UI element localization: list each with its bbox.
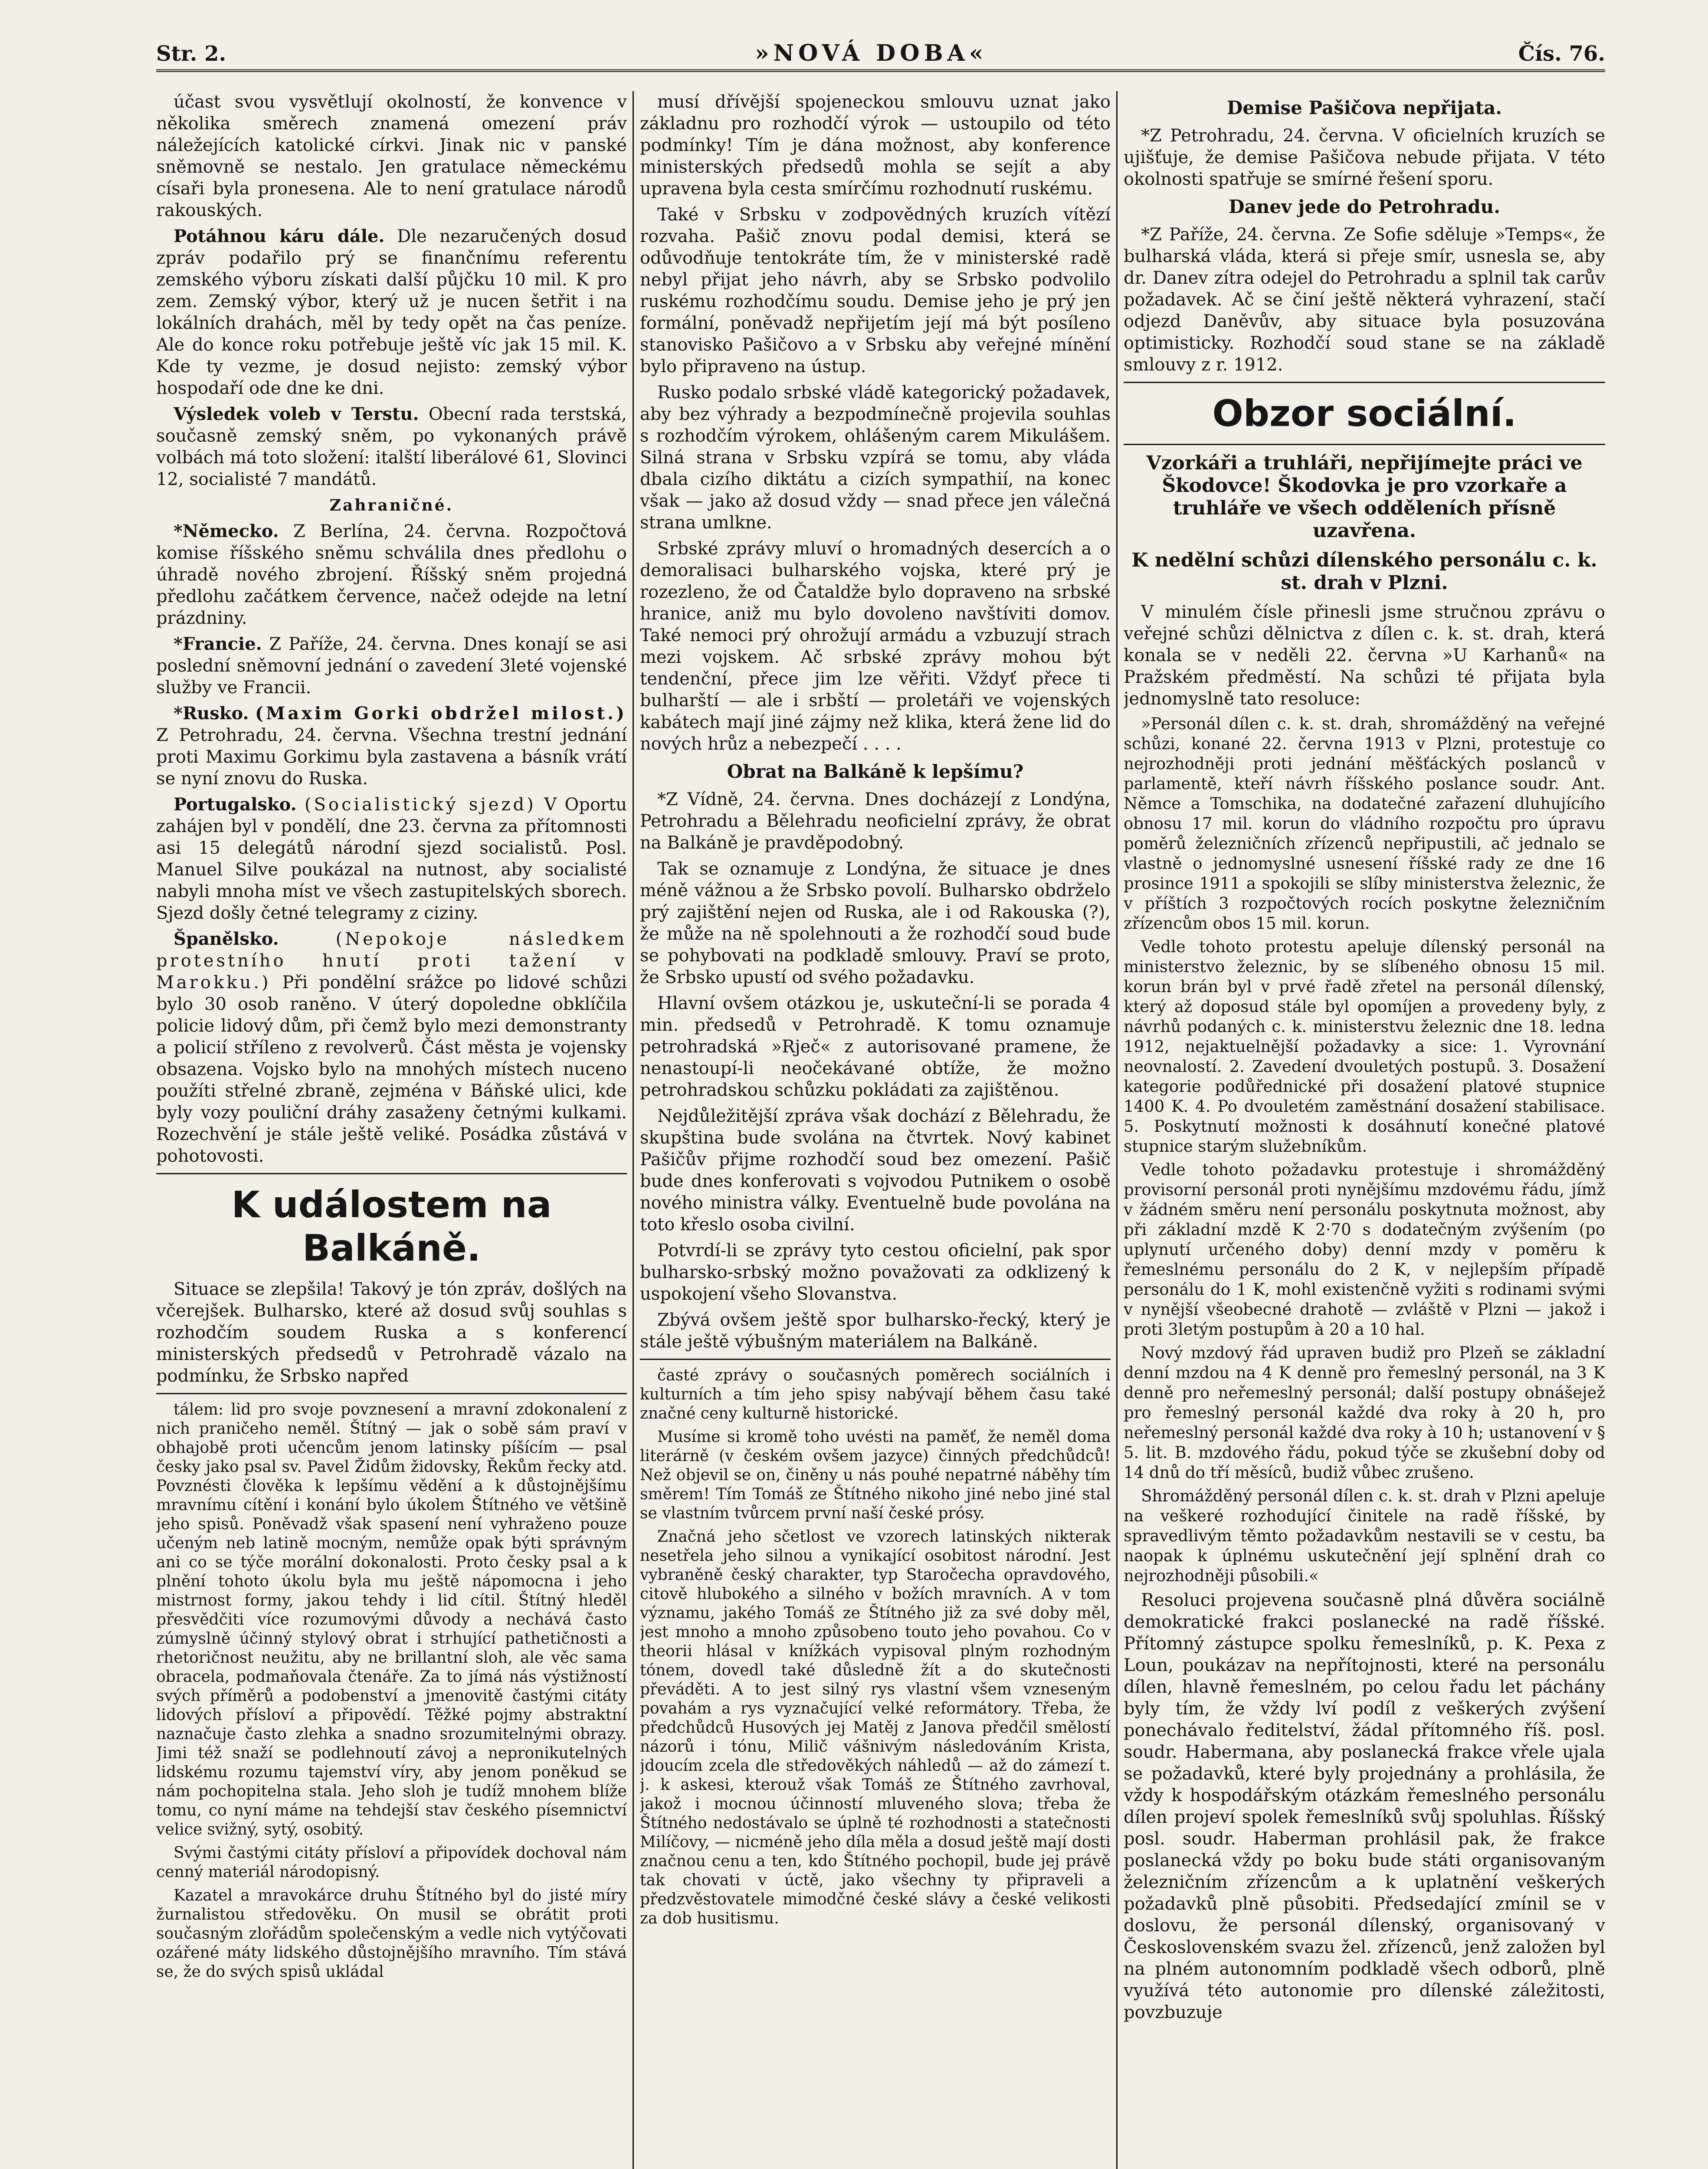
article-paragraph: Hlavní ovšem otázkou je, uskuteční-li se porada 4 min. předsedů v Petrohradě. K tomu oznamuje petrohradská »Rječ« z autorisované pramene, že nenastoupí-li neočekávané obtíže, že možno petrohradskou schůzku pokládati za zajištěnou. [640, 993, 1111, 1100]
page-header [156, 34, 1605, 69]
resolution-quote [1124, 714, 1605, 1586]
article-paragraph: Situace se zlepšila! Takový je tón zpráv, došlých na včerejšek. Bulharsko, které až dosud svůj souhlas s rozhodčím soudem Ruska a s konferencí ministerských předsedů v Petrohradě vázalo na podmínku, že Srbsko napřed [156, 1279, 627, 1386]
feuilleton-paragraph: časté zprávy o současných poměrech sociálních i kulturních a tím jeho spisy nabývají během času také značné ceny kulturně historické. [640, 1366, 1111, 1422]
article-paragraph: *Z Paříže, 24. června. Ze Sofie sděluje »Temps«, že bulharská vláda, která si přeje smír, usnesla se, aby dr. Danev zítra odejel do Petrohradu a splnil tak carův požadavek. Ač se činí ještě některá vyhrazení, stačí odjezd Daněvův, aby situace byla posuzována optimisticky. Rozhodčí soud stane se na základě smlouvy z r. 1912. [1124, 225, 1605, 375]
article-paragraph: Zbývá ovšem ještě spor bulharsko-řecký, který je stále ještě výbušným materiálem na Balkáně. [640, 1310, 1111, 1352]
article-paragraph: *Rusko. (Maxim Gorki obdržel milost.) Z Petrohradu, 24. června. Všechna trestní jednání proti Maximu Gorkimu byla zastavena a básník vrátí se nyní znovu do Ruska. [156, 703, 627, 789]
section-rule [1124, 444, 1605, 445]
feuilleton-rule [640, 1359, 1111, 1360]
section-heading-foreign: Zahraničné. [329, 496, 454, 514]
page-number: Str. 2. [156, 42, 226, 66]
feuilleton [640, 1366, 1111, 1928]
feuilleton-paragraph: Kazatel a mravokárce druhu Štítného byl do jisté míry žurnalistou středověku. On musil se obrátit proti současným zlořádům společenským a vedle nich vytýčovati ozářené máty lidského důstojnějšího mravního. Tím stává se, že do svých spisů ukládal [156, 1887, 627, 1981]
column-divider [1116, 91, 1118, 2169]
headline-danev: Danev jede do Petrohradu. [1229, 196, 1500, 217]
quote-paragraph: Shromážděný personál dílen c. k. st. drah v Plzni apeluje na veškeré rozhodující činitele na radě říšské, by spravedlivým těmto požadavkům nestavili se v cestu, ba naopak k úplnému uskutečnění její splnění drah co nejrozhodněji působili.« [1124, 1487, 1605, 1585]
article-paragraph: účast svou vysvětlují okolností, že konvence v několika směrech znamená omezení práv náležejících katolické církvi. Jinak nic v panské sněmovně se nestalo. Jen gratulace německému císaři byla pronesena. Ale to není gratulace národů rakouských. [156, 92, 627, 220]
feuilleton-paragraph: tálem: lid pro svoje povznesení a mravní zdokonalení z nich praničeho neměl. Štítný — jak o sobě sám praví v obhajobě proti učencům jenom latinsky píšícím — psal česky jako psal sv. Pavel Židům židovsky, Řekům řecky atd. Povznésti člověka k lepšímu vědění a k důstojnějšímu mravnímu cítění i konání bylo úkolem Štítného ve většině jeho spisů. Poněvadž však spasení není vyhraženo pouze učeným neb latině mocným, nemůže opak býti správným ani co se týče morální dokonalosti. Proto česky psal a k plnění tohoto úkolu byla mu ještě nápomocna i jeho mistrnost formy, jakou tehdy i lid cítil. Štítný hleděl přesvědčiti více rozumovými důvody a nechává často zúmyslně účinný stylový obrat i strhující pathetičnosti a rhetoričnost neužitu, aby ne brillantní sloh, ale věc sama obracela, podmaňovala čtenáře. Za to jímá nás výstižností svých příměrů a podobenství a jmenovitě častými citáty lidových přísloví a připovědí. Těžké pojmy abstraktní naznačuje často zlehka a snadno srozumitelnými obrazy. Jimi též snaží se podlehnoutí závoj a nepronikutelných lidskému rozumu tajemství víry, aby jenom poněkud se nám pochopitelna stala. Jeho sloh je tudíž mnohem blíže tomu, co nyní máme na tehdejší stav českého písemnictví velice svižný, sytý, osobitý. [156, 1401, 627, 1838]
quote-paragraph: Vedle tohoto požadavku protestuje i shromážděný provisorní personál proti nynějšímu mzdovému řádu, jímž v žádném směru není personálu poskytnuta možnost, aby při základní mzdě K 2·70 s dodatečným zvýšením (po uplynutí určeného doby) denní mzdy v poměru k řemeslnému personálu do 2 K, v nejlepším případě personálu do 1 K, mohl existenčně vyžiti s rodinami svými v nynější všeobecné drahotě — zvláště v Plzni — jakož i proti 3letým postupům à 20 a 10 hal. [1124, 1160, 1605, 1339]
appeal-notice: Vzorkáři a truhláři, nepřijímejte práci ve Škodovce! Škodovka je pro vzorkaře a truhláře ve všech odděleních přísně uzavřena. [1146, 452, 1583, 542]
article-paragraph: Srbské zprávy mluví o hromadných desercích a o demoralisaci bulharského vojska, které prý je rozezleno, že od Čataldže bylo dopraveno na srbské hranice, aniž mu bylo dovoleno navštíviti domov. Také nemoci prý ohrožují armádu a vzbuzují strach mezi vojskem. Ač srbské zprávy mohou být tendenční, přece jim lze věřiti. Vždyť přece ti bulharští — ale i srbští — proletáři ve vojenských kabátech mají jiné zájmy než klika, která žene lid do nových hrůz a nebezpečí . . . . [640, 539, 1111, 754]
feuilleton-paragraph: Svými častými citáty přísloví a připovídek dochoval nám cenný materiál národopisný. [156, 1844, 627, 1881]
section-rule [1124, 382, 1605, 383]
feuilleton-rule [156, 1393, 627, 1394]
article-paragraph: Potvrdí-li se zprávy tyto cestou oficielní, pak spor bulharsko-srbský možno považovati za odklizený k uspokojení všeho Slovanstva. [640, 1241, 1111, 1304]
column-divider [633, 91, 634, 2169]
article-paragraph: musí dřívější spojeneckou smlouvu uznat jako základnu pro rozhodčí výrok — ustoupilo od této podmínky! Tím je dána možnost, aby konference ministerských předsedů mohla se sejít a aby upravena byla cesta smírčímu rozhodnutí ruskému. [640, 92, 1111, 199]
quote-paragraph: »Personál dílen c. k. st. drah, shromážděný na veřejné schůzi, konané 22. června 1913 v Plzni, protestuje co nejrozhodněji proti jednání měšťáckých poslanců v parlamentě, kteří návrh říšského poslance soudr. Ant. Němce a Tomschika, na dodatečné zařazení dluhujícího obnosu 17 mil. korun do vládního rozpočtu pro úpravu poměrů železničních zřízenců nepřipustili, ač jednalo se vlastně o jednomyslné usnesení říšské rady ze dne 16 prosince 1911 a spokojili se slíby ministerstva železnic, že v příštích 3 rozpočtových rocích poskytne železničním zřízencům obos 15 mil. korun. [1124, 714, 1605, 933]
article-paragraph: *Francie. Z Paříže, 24. června. Dnes konají se asi poslední sněmovní jednání o zavedení 3leté vojenské služby ve Francii. [156, 634, 627, 698]
article-paragraph: Rusko podalo srbské vládě kategorický požadavek, aby bez výhrady a bezpodmínečně projevila souhlas s rozhodčím výrokem, ohlášeným carem Mikulášem. Silná strana v Srbsku vzpírá se tomu, aby vláda dbala cizího diktátu a cizích sympathií, na konec však — jako až dosud vždy — snad přece jen válečná strana umlkne. [640, 383, 1111, 533]
article-paragraph: Portugalsko. (Socialistický sjezd) V Oportu zahájen byl v pondělí, dne 23. června za přítomnosti asi 15 delegátů národní sjezd socialistů. Posl. Manuel Silve poukázal na nutnost, aby socialisté nabyli mnoha míst ve všech zastupitelských sborech. Sjezd došly četné telegramy z ciziny. [156, 794, 627, 923]
headline-obzor: Obzor sociální. [1212, 392, 1517, 435]
article-paragraph: Nejdůležitější zpráva však dochází z Bělehradu, že skupština bude svolána na čtvrtek. Nový kabinet Pašičův přijme rozhodčí soud bez omezení. Pašič bude dnes konferovati s vojvodou Putnikem o osobě nového ministra války. Eventuelně bude povolána na toto křeslo osoba civilní. [640, 1106, 1111, 1235]
column-1 [156, 91, 627, 2169]
article-lead: Výsledek voleb v Terstu. [174, 404, 419, 424]
article-paragraph: Španělsko. (Nepokoje následkem protestního hnutí proti tažení v Marokku.) Při pondělní srážce po lidové schůzi bylo 30 osob raněno. V úterý dopoledne obklíčila policie lidový dům, při čemž bylo mezi demonstranty a policií stříleno z revolverů. Část města je vojensky obsazena. Vojsko bylo na mnohých místech nuceno použíti střelné zbraně, zejména v Báňské ulici, kde byly vozy pouliční dráhy zasaženy četnými kulkami. Rozechvění je stále ještě veliké. Posádka zůstává v pohotovosti. [156, 929, 627, 1166]
article-paragraph: V minulém čísle přinesli jsme stručnou zprávu o veřejné schůzi dělnictva z dílen c. k. st. drah, která konala se v neděli 22. června »U Karhanů« na Pražském předměstí. Na schůzi té přijata byla jednomyslně tato resoluce: [1124, 602, 1605, 709]
section-rule [156, 1173, 627, 1174]
headline-schuze: K nedělní schůzi dílenského personálu c. k. st. drah v Plzni. [1131, 549, 1597, 594]
header-rule [156, 69, 1605, 72]
article-paragraph: Resoluci projevena současně plná důvěra sociálně demokratické frakci poslanecké na radě říšské. Přítomný zástupce spolku řemeslníků, p. K. Pexa z Loun, poukázav na nepřítojnosti, které na personálu dílen, hlavně řemeslném, po celou řadu let páchány byly tím, že vždy lví podíl z veškerých zvýšení ponechávalo ředitelství, žádal přítomného říš. posl. soudr. Habermana, aby poslanecká frakce vřele ujala se požadavků, které byly projednány a prohlásila, že vždy k hospodářským otázkám řemeslného personálu dílen projeví spolek řemeslníků svůj spoluhlas. Říšský posl. soudr. Haberman prohlásil pak, že frakce poslanecká vždy po boku bude státi organisovaným železničním zřízencům a k uplatnění veškerých požadavků plně působiti. Předsedající zmínil se v doslovu, že personál dílenský, organisovaný v Československém svazu žel. zřízenců, jenž založen byl na plném autonomním podkladě všech odborů, plně využívá této autonomie pro dílenské záležitosti, povzbuzuje [1124, 1590, 1605, 2022]
issue-number: Čís. 76. [1518, 42, 1605, 66]
column-3 [1124, 91, 1605, 2169]
quote-paragraph: Vedle tohoto protestu apeluje dílenský personál na ministerstvo železnic, by se slíbeného obnosu 15 mil. korun brán byl v prvé řadě zřetel na personál dílenský, který až doposud stále byl opomíjen a provedeny byly, z návrhů podaných c. k. ministerstvu železnic dne 18. ledna 1912, nejaktuelnější požadavky a sice: 1. Vyrovnání neovnalostí. 2. Zavedení dvouletých postupů. 3. Dosažení kategorie podůřednické při dosažení platové stupnice 1400 K. 4. Po dvouletém zaměstnání dosažení stabilisace. 5. Poskytnutí možnosti k dosáhnutí konečné platové stupnice starým služebníkům. [1124, 937, 1605, 1156]
article-paragraph: Potáhnou káru dále. Dle nezaručených dosud zpráv podařilo prý se finančnímu referentu zemského výboru získati další půjčku 10 mil. K pro zem. Zemský výbor, který už je nucen šetřit i na lokálních drahách, měl by tedy opět na čas peníze. Ale do konce roku potřebuje ještě víc jak 15 mil. K. Kde ty vezme, je dosud nejisto: zemský výbor hospodaří ode dne ke dni. [156, 226, 627, 398]
newspaper-title: »NOVÁ DOBA« [755, 40, 988, 66]
article-lead: Potáhnou káru dále. [174, 226, 385, 246]
headline-balkan: K událostem na Balkáně. [231, 1183, 552, 1269]
headline-obrat: Obrat na Balkáně k lepšímu? [727, 761, 1024, 782]
article-paragraph: *Německo. Z Berlína, 24. června. Rozpočtová komise říšského sněmu schválila dnes předlohu o úhradě nového zbrojení. Říšský sněm projedná předlohu začátkem července, načež odejde na letní prázdniny. [156, 521, 627, 628]
headline-demise: Demise Pašičova nepřijata. [1227, 97, 1502, 118]
column-2 [640, 91, 1111, 2169]
feuilleton [156, 1400, 627, 1982]
feuilleton-paragraph: Značná jeho sčetlost ve vzorech latinských nikterak nesetřela jeho silnou a vynikající osobitost národní. Jest vybraněně český charakter, typ Staročecha opravdového, citově hlubokého a silného v božích mravních. A v tom významu, jakého Tomáš ze Štítného již za své doby měl, jest mnoho a mnoho způsobeno touto jeho povahou. Co v theorii hlásal v knížkách vypisoval plným rozhodným tónem, dovedl také důsledně žít a do skutečnosti převáděti. A to jest silný rys vlastní všem vzneseným povahám a rys vyznačující velké reformátory. Třeba, že předchůdců Husových jej Matěj z Janova předčil smělostí názorů i tónu, Milič vášnivým následováním Krista, jdoucím zcela dle středověkých náhledů — až do zámezí t. j. k askesi, kterouž však Tomáš ze Štítného zavrhoval, jakož i mocnou účinností mluveného slova; třeba že Štítného nedostávalo se úplně té rozhodnosti a statečnosti Milíčovy, — nicméně jeho díla měla a dosud ještě mají dosti značnou cenu a ten, kdo Štítného pochopil, bude jej právě tak chovati v úctě, jako všechny ty připraveli a předzvěstovatele mimodčné české slávy a české velikosti za dob husitismu. [640, 1528, 1111, 1927]
article-paragraph: Tak se oznamuje z Londýna, že situace je dnes méně vážnou a že Srbsko povolí. Bulharsko obdrželo prý zajištění nejen od Ruska, ale i od Rakouska (?), že může na ně spolehnouti a že rozhodčí soud bude se pohybovati na podkladě smlouvy. Praví se proto, že Srbsko upustí od svého požadavku. [640, 859, 1111, 987]
article-paragraph: *Z Vídně, 24. června. Dnes docházejí z Londýna, Petrohradu a Bělehradu neoficielní zprávy, že obrat na Balkáně je pravděpodobný. [640, 790, 1111, 853]
quote-paragraph: Nový mzdový řád upraven budiž pro Plzeň se základní denní mzdou na 4 K denně pro řemeslný personál, na 3 K denně pro neřemeslný personál; další postupy obnášejež pro řemeslný personál každé dva roky à 20 h, pro neřemeslný personál každé dva roky à 10 h; ustanovení v § 5. lit. B. mzdového řádu, pokud týče se zkušební doby od 14 dnů do tří měsíců, budiž vůbec zrušeno. [1124, 1343, 1605, 1482]
feuilleton-paragraph: Musíme si kromě toho uvésti na paměť, že neměl doma literárně (v českém ovšem jazyce) činných předchůdců! Než objevil se on, činěny u nás pouhé nepatrné náběhy tím směrem! Tím Tomáš ze Štítného nikoho jiné nebo jiné stal se vlastním tvůrcem první naší české prósy. [640, 1428, 1111, 1522]
article-paragraph: Také v Srbsku v zodpovědných kruzích vítězí rozvaha. Pašič znovu podal demisi, která se odůvodňuje tentokráte tím, že v ministerské radě nebyl přijat jeho návrh, aby se Srbsko podvolilo ruskému rozhodčímu soudu. Demise jeho je prý jen formální, poněvadž nepřijetím její má být posíleno stanovisko Pašičovo a v Srbsku aby veřejné mínění bylo připraveno na ústup. [640, 205, 1111, 377]
article-paragraph: Výsledek voleb v Terstu. Obecní rada terstská, současně zemský sněm, po vykonaných právě volbách má toto složení: italští liberálové 61, Slovinci 12, socialisté 7 mandátů. [156, 404, 627, 489]
article-paragraph: *Z Petrohradu, 24. června. V oficielních kruzích se ujišťuje, že demise Pašičova nebude přijata. V této okolnosti spatřuje se smírné řešení sporu. [1124, 126, 1605, 189]
